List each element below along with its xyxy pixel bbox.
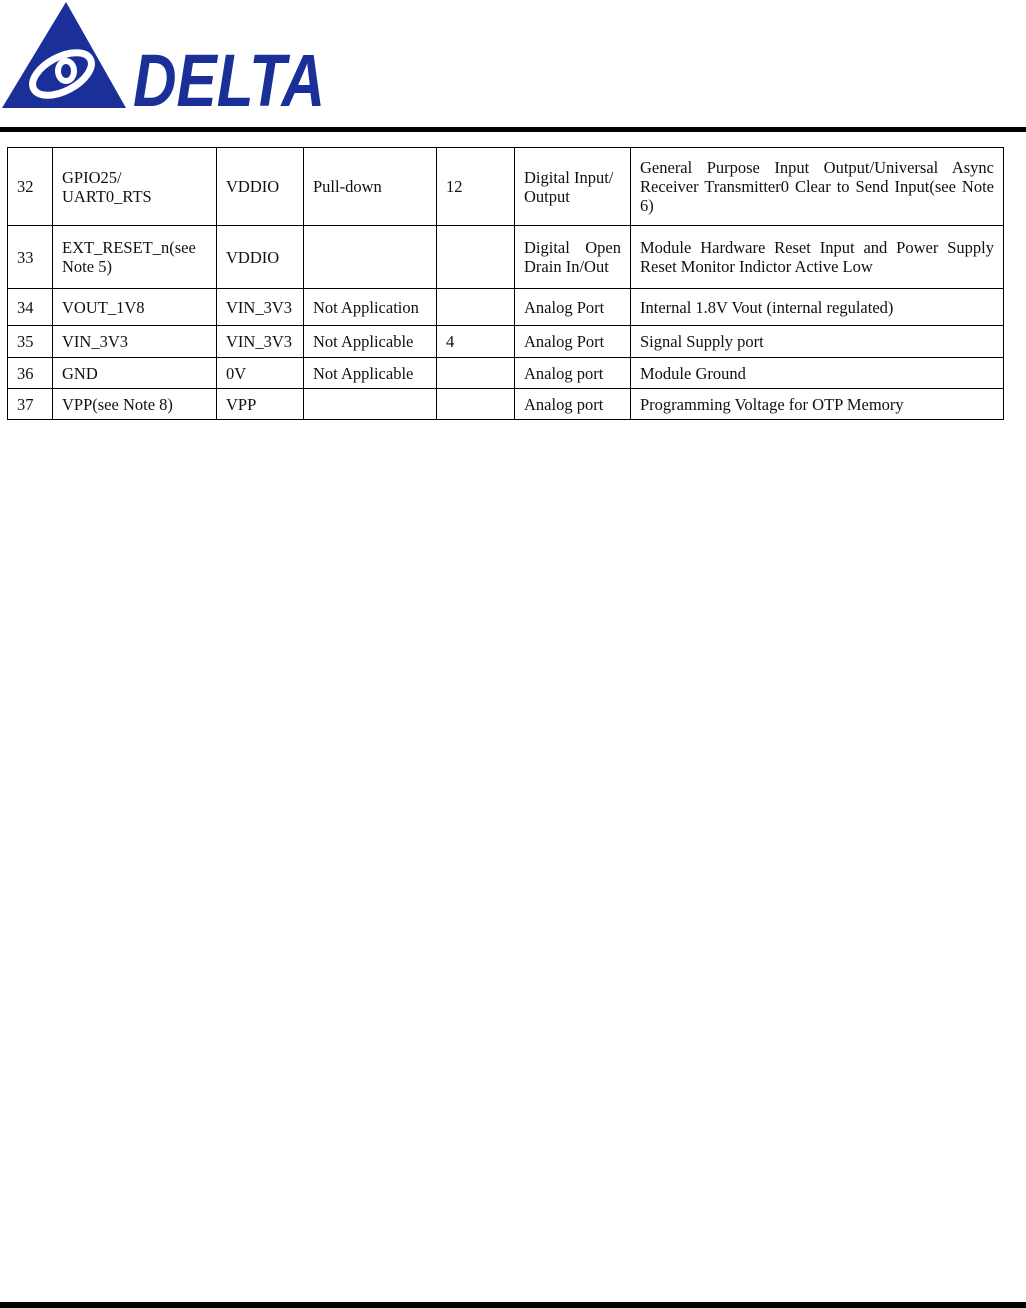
pin-number: 35 [8,326,53,358]
pin-number: 37 [8,389,53,420]
pin-description: Internal 1.8V Vout (internal regulated) [631,289,1004,326]
table-row [8,148,1004,226]
pin-type: Analog port [515,358,631,389]
pin-name: VIN_3V3 [53,326,217,358]
drive-strength [437,289,515,326]
drive-strength [437,226,515,289]
pull-setting [304,389,437,420]
power-domain: VPP [217,389,304,420]
power-domain: 0V [217,358,304,389]
pin-number: 36 [8,358,53,389]
table-row [8,326,1004,358]
power-domain: VIN_3V3 [217,289,304,326]
pin-description: Module Hardware Reset Input and Power Supply Reset Monitor Indictor Active Low [631,226,1004,289]
table-row [8,389,1004,420]
pin-name: GPIO25/ UART0_RTS [53,148,217,226]
power-domain: VDDIO [217,226,304,289]
header-rule [0,127,1026,132]
pull-setting: Not Application [304,289,437,326]
delta-logo-graphic [0,0,330,122]
footer-rule [0,1302,1026,1308]
pin-type: Analog Port [515,326,631,358]
pin-description: General Purpose Input Output/Universal Async Receiver Transmitter0 Clear to Send Input(see Note 6) [631,148,1004,226]
pull-setting [304,226,437,289]
drive-strength [437,389,515,420]
pin-name: GND [53,358,217,389]
pin-type: Analog port [515,389,631,420]
drive-strength: 4 [437,326,515,358]
pin-description: Module Ground [631,358,1004,389]
pin-description: Signal Supply port [631,326,1004,358]
pin-name: VPP(see Note 8) [53,389,217,420]
pull-setting: Pull-down [304,148,437,226]
pin-number: 34 [8,289,53,326]
drive-strength: 12 [437,148,515,226]
pin-number: 33 [8,226,53,289]
pull-setting: Not Applicable [304,326,437,358]
pin-description: Programming Voltage for OTP Memory [631,389,1004,420]
delta-logo [0,0,330,122]
pin-name: EXT_RESET_n(see Note 5) [53,226,217,289]
pin-table [7,147,1004,420]
table-row [8,289,1004,326]
table-row [8,226,1004,289]
pin-type: Digital Input/ Output [515,148,631,226]
power-domain: VIN_3V3 [217,326,304,358]
delta-wordmark: DELTA [133,39,325,122]
pin-type: Analog Port [515,289,631,326]
table-row [8,358,1004,389]
pull-setting: Not Applicable [304,358,437,389]
pin-name: VOUT_1V8 [53,289,217,326]
power-domain: VDDIO [217,148,304,226]
pin-number: 32 [8,148,53,226]
pin-type: Digital Open Drain In/Out [515,226,631,289]
drive-strength [437,358,515,389]
